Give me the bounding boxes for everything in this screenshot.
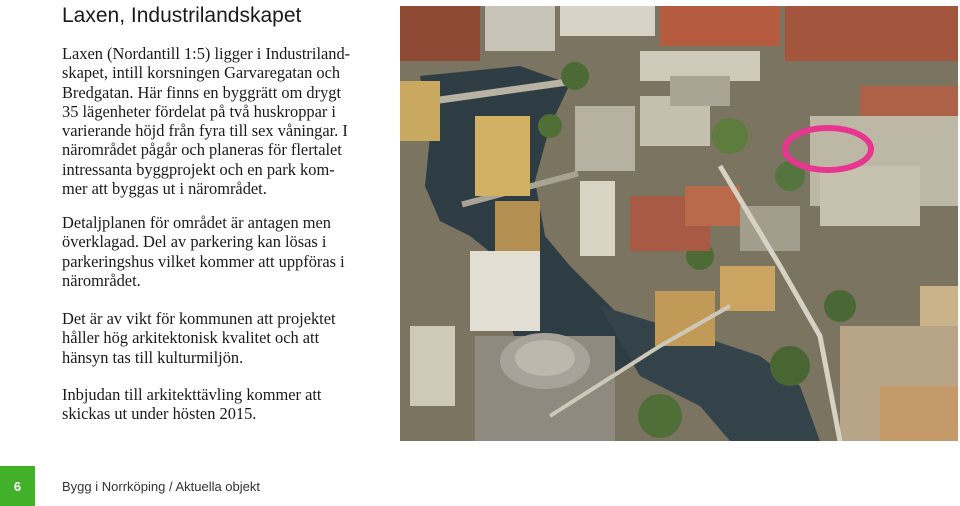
text-line: närområdet. <box>62 270 141 290</box>
paragraph-detaljplan <box>62 213 362 290</box>
text-line: Inbjudan till arkitekttävling kommer att <box>62 385 322 404</box>
text-line: håller hög arkitektonisk kvalitet och att <box>62 328 320 348</box>
aerial-photo <box>400 6 958 441</box>
text-line: skapet, intill korsningen Garvaregatan och <box>62 63 341 83</box>
building <box>785 6 958 61</box>
text-line: Laxen (Nordantill 1:5) ligger i Industriland- <box>62 44 351 63</box>
building <box>575 106 635 171</box>
round-building-roof <box>515 340 575 376</box>
text-line: hänsyn tas till kulturmiljön. <box>62 347 244 367</box>
tree <box>824 290 856 322</box>
page-number-badge: 6 <box>0 466 35 506</box>
tree <box>638 394 682 438</box>
building <box>920 286 958 326</box>
building <box>560 6 655 36</box>
building <box>720 266 775 311</box>
building <box>660 6 780 46</box>
text-line: parkeringshus vilket kommer att uppföras i <box>62 251 345 271</box>
building <box>880 386 958 441</box>
text-line: varierande höjd från fyra till sex våningar. I <box>62 121 348 141</box>
building <box>470 251 540 331</box>
parking-lot <box>670 76 730 106</box>
building <box>485 6 555 51</box>
building <box>580 181 615 256</box>
building <box>820 166 920 226</box>
paragraph-tavling <box>62 385 362 424</box>
building <box>495 201 540 256</box>
tree <box>538 114 562 138</box>
tree <box>561 62 589 90</box>
tree <box>712 118 748 154</box>
text-line: intressanta byggprojekt och en park kom- <box>62 159 335 179</box>
paragraph-kvalitet <box>62 309 362 367</box>
page-title: Laxen, Industrilandskapet <box>62 4 302 27</box>
building <box>685 186 740 226</box>
text-line: Bredgatan. Här finns en byggrätt om drygt <box>62 82 342 102</box>
text-line: närområdet pågår och planeras för flertalet <box>62 140 342 160</box>
building <box>400 81 440 141</box>
footer-text: Bygg i Norrköping / Aktuella objekt <box>62 479 260 494</box>
text-line: 35 lägenheter fördelat på två huskroppar i <box>62 101 336 121</box>
paragraph-intro <box>62 44 362 198</box>
building <box>410 326 455 406</box>
tree <box>770 346 810 386</box>
aerial-photo-illustration <box>400 6 958 441</box>
text-line: Detaljplanen för området är antagen men <box>62 213 331 232</box>
building <box>860 86 958 116</box>
building <box>400 6 480 61</box>
text-line: skickas ut under hösten 2015. <box>62 404 257 424</box>
text-line: överklagad. Del av parkering kan lösas i <box>62 232 327 252</box>
text-line: mer att byggas ut i närområdet. <box>62 179 267 199</box>
text-line: Det är av vikt för kommunen att projektet <box>62 309 336 328</box>
building <box>475 116 530 196</box>
